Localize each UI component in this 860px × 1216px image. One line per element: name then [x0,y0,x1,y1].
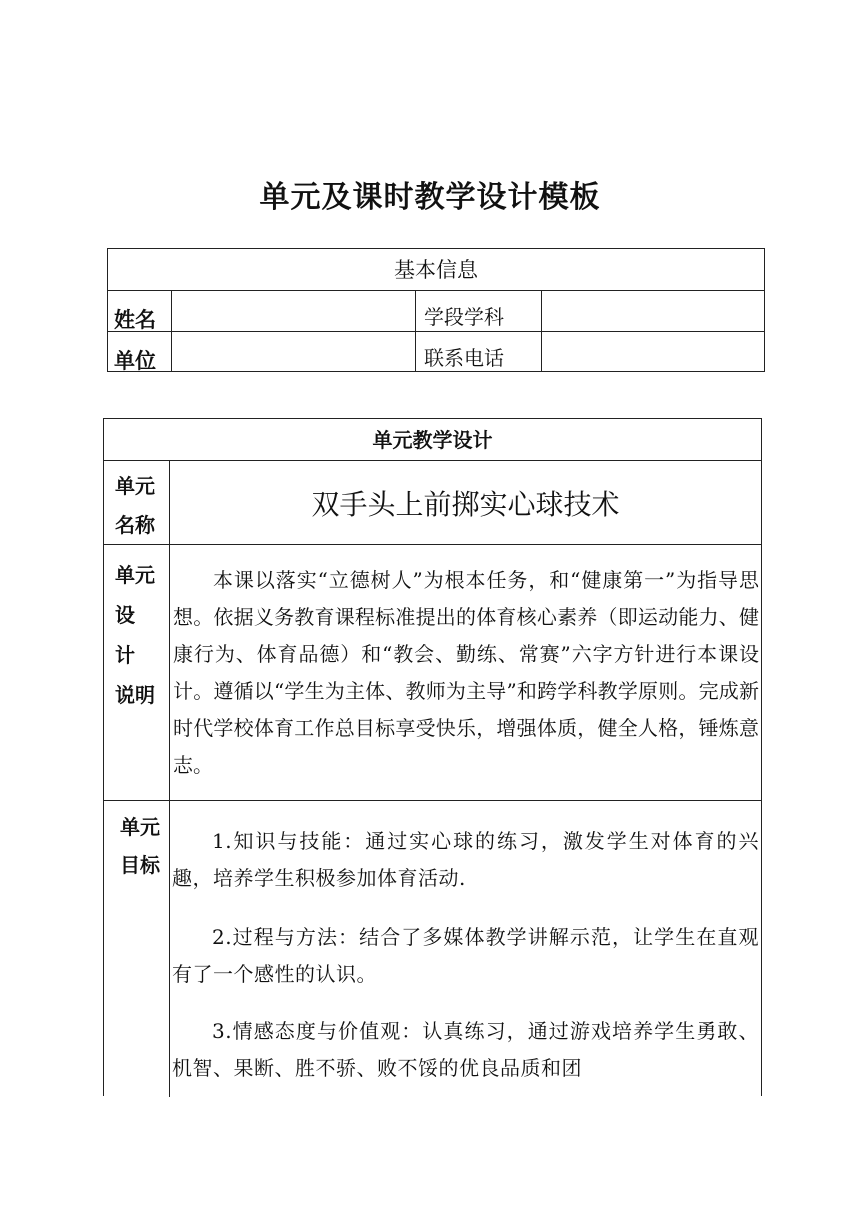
goal-item-2: 2.过程与方法：结合了多媒体教学讲解示范，让学生在直观有了一个感性的认识。 [172,925,759,986]
unit-name-cell [170,461,761,544]
name-label: 姓名 [108,291,172,331]
unit-name-value: 双手头上前掷实心球技术 [311,488,620,521]
unit-name-label-line2: 名称 [115,513,155,537]
unit-design-header: 单元教学设计 [104,419,761,461]
unit-name-label [104,461,170,544]
unit-row [108,332,764,371]
unit-description-text: 本课以落实“立德树人”为根本任务，和“健康第一”为指导思想。依据义务教育课程标准提出的体育核心素养（即运动能力、健康行为、体育品德）和“教会、勤练、常赛”六字方针进行本课设计。遵循以“学生为主体、教师为主导”和跨学科教学原则。完成新时代学校体育工作总目标享受快乐，增强体质，健全人格，锤炼意志。 [173,568,759,777]
stage-subject-value-cell[interactable] [542,291,764,331]
goal-item-3: 3.情感态度与价值观：认真练习，通过游戏培养学生勇敢、机智、果断、胜不骄、败不馁的优良品质和团 [172,1019,759,1080]
name-row [108,291,764,332]
phone-value-cell[interactable] [542,332,764,371]
unit-description-cell [170,545,761,800]
goals-label-line2: 目标 [120,853,160,877]
name-value-cell[interactable] [172,291,416,331]
desc-label-line2: 设 [115,603,135,627]
phone-label: 联系电话 [416,332,542,371]
basic-info-table [107,248,765,372]
unit-name-row [104,461,761,545]
desc-label-line4: 说明 [115,683,155,707]
desc-label-line3: 计 [115,643,135,667]
unit-label: 单位 [108,332,172,371]
unit-goals-label [104,801,170,1097]
goal-item-1: 1.知识与技能：通过实心球的练习，激发学生对体育的兴趣，培养学生积极参加体育活动. [172,829,759,890]
desc-label-line1: 单元 [115,563,155,587]
basic-info-header: 基本信息 [108,249,764,291]
unit-name-label-line1: 单元 [115,474,155,498]
stage-subject-label: 学段学科 [416,291,542,331]
page-title: 单元及课时教学设计模板 [259,180,601,215]
unit-design-table [103,418,762,1096]
goals-label-line1: 单元 [120,815,160,839]
unit-goals-row [104,801,761,1097]
unit-description-label [104,545,170,800]
unit-goals-cell [170,801,761,1097]
unit-value-cell[interactable] [172,332,416,371]
unit-description-row [104,545,761,801]
